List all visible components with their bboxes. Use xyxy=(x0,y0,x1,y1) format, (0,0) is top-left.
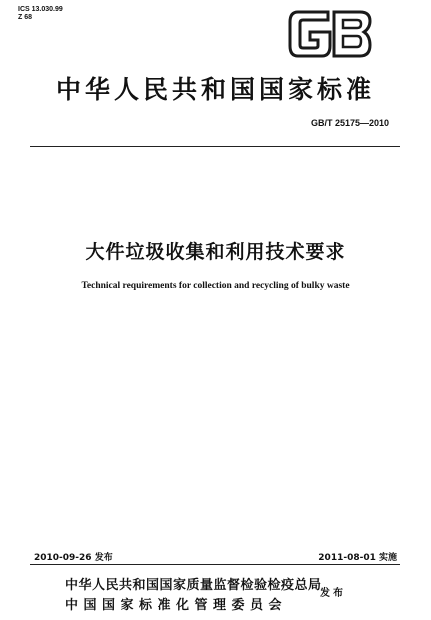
classification-codes xyxy=(18,6,63,22)
document-title-zh: 大件垃圾收集和利用技术要求 xyxy=(85,241,346,263)
issue-date: 2010-09-26 发布 xyxy=(34,553,113,563)
issuer-sac: 中国国家标准化管理委员会 xyxy=(65,598,288,613)
national-standard-title: 中华人民共和国国家标准 xyxy=(55,75,375,104)
document-title-en: Technical requirements for collection and recycling of bulky waste xyxy=(81,281,350,291)
z-code: Z 68 xyxy=(18,14,33,21)
top-divider xyxy=(30,146,400,147)
gb-logo-icon xyxy=(288,8,372,60)
standard-number: GB/T 25175—2010 xyxy=(310,118,389,128)
publish-label: 发布 xyxy=(320,588,346,599)
gb-logo xyxy=(288,8,372,60)
ics-code: ICS 13.030.99 xyxy=(18,6,63,13)
issuer-aqsiq: 中华人民共和国国家质量监督检验检疫总局 xyxy=(65,578,322,593)
bottom-divider xyxy=(30,564,400,565)
implementation-date: 2011-08-01 实施 xyxy=(318,553,397,563)
